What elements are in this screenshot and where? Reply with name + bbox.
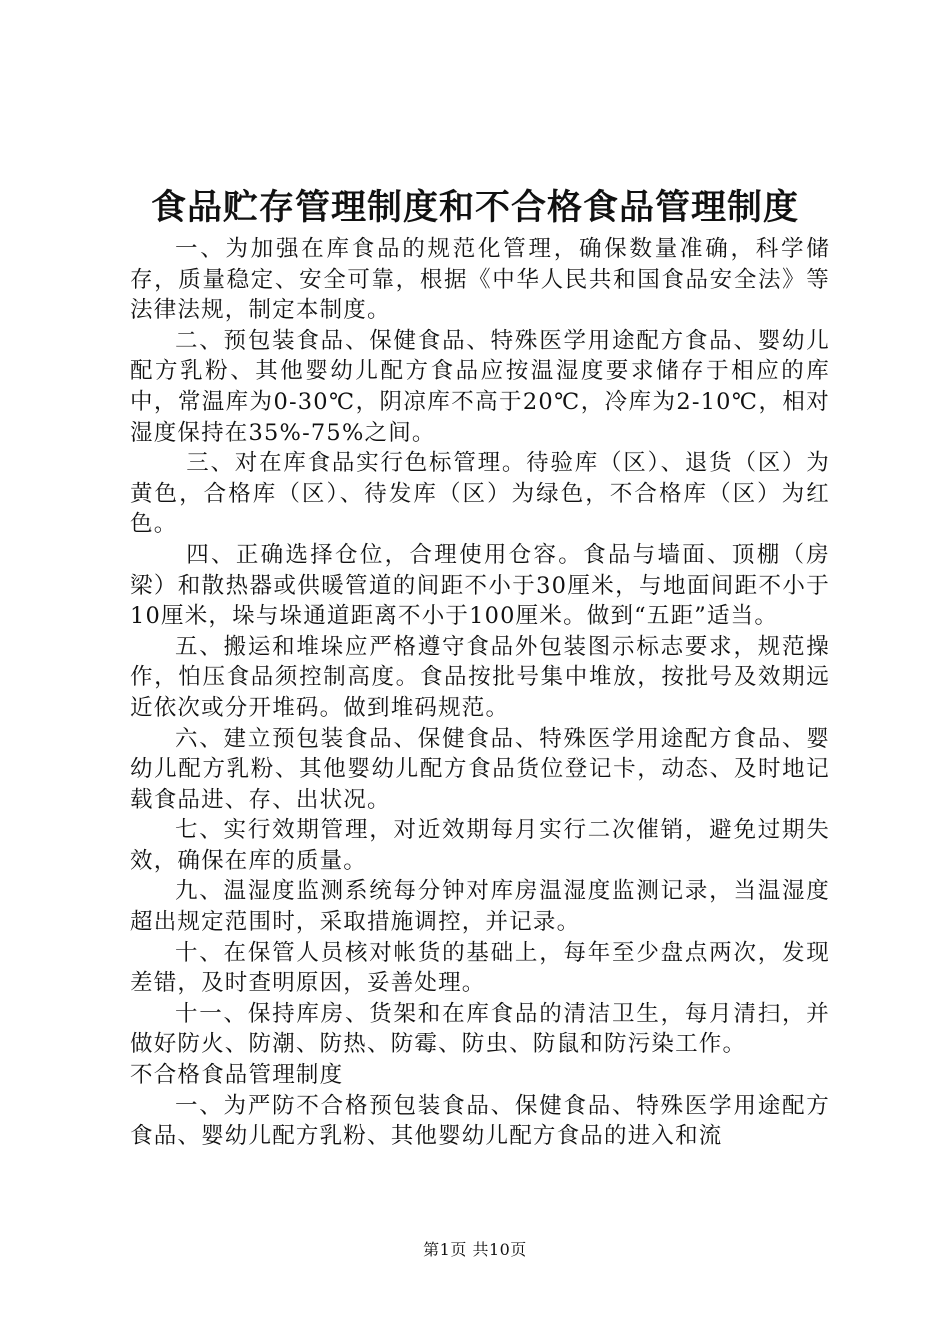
paragraph-3: 三、对在库食品实行色标管理。待验库（区）、退货（区）为黄色，合格库（区）、待发库（区）为绿色，不合格库（区）为红色。 (130, 450, 830, 538)
paragraph-4: 四、正确选择仓位，合理使用仓容。食品与墙面、顶棚（房梁）和散热器或供暖管道的间距不小于30厘米，与地面间距不小于10厘米，垛与垛通道距离不小于100厘米。做到“五距”适当。 (130, 541, 830, 630)
section-heading: 不合格食品管理制度 (130, 1062, 344, 1089)
paragraph-8: 九、温湿度监测系统每分钟对库房温湿度监测记录，当温湿度超出规定范围时，采取措施调控，并记录。 (130, 878, 830, 936)
section-paragraph-1: 一、为严防不合格预包装食品、保健食品、特殊医学用途配方食品、婴幼儿配方乳粉、其他婴幼儿配方食品的进入和流 (130, 1092, 830, 1150)
paragraph-7: 七、实行效期管理，对近效期每月实行二次催销，避免过期失效，确保在库的质量。 (130, 817, 830, 874)
page-footer: 第1页 共10页 (423, 1240, 527, 1259)
paragraph-1: 一、为加强在库食品的规范化管理，确保数量准确，科学储存，质量稳定、安全可靠，根据《中华人民共和国食品安全法》等法律法规，制定本制度。 (130, 236, 830, 324)
paragraph-2: 二、预包装食品、保健食品、特殊医学用途配方食品、婴幼儿配方乳粉、其他婴幼儿配方食品应按温湿度要求储存于相应的库中，常温库为0-30℃，阴凉库不高于20℃，冷库为2-10℃，相对湿度保持在35%-75%之间。 (130, 327, 830, 446)
paragraph-10: 十一、保持库房、货架和在库食品的清洁卫生，每月清扫，并做好防火、防潮、防热、防霉、防虫、防鼠和防污染工作。 (130, 1000, 830, 1058)
paragraph-5: 五、搬运和堆垛应严格遵守食品外包装图示标志要求，规范操作，怕压食品须控制高度。食品按批号集中堆放，按批号及效期远近依次或分开堆码。做到堆码规范。 (130, 633, 830, 721)
document-body (130, 234, 830, 1152)
document-title: 食品贮存管理制度和不合格食品管理制度 (150, 188, 799, 228)
paragraph-9: 十、在保管人员核对帐货的基础上，每年至少盘点两次，发现差错，及时查明原因，妥善处理。 (130, 939, 830, 997)
paragraph-6: 六、建立预包装食品、保健食品、特殊医学用途配方食品、婴幼儿配方乳粉、其他婴幼儿配方食品货位登记卡，动态、及时地记载食品进、存、出状况。 (130, 725, 830, 813)
